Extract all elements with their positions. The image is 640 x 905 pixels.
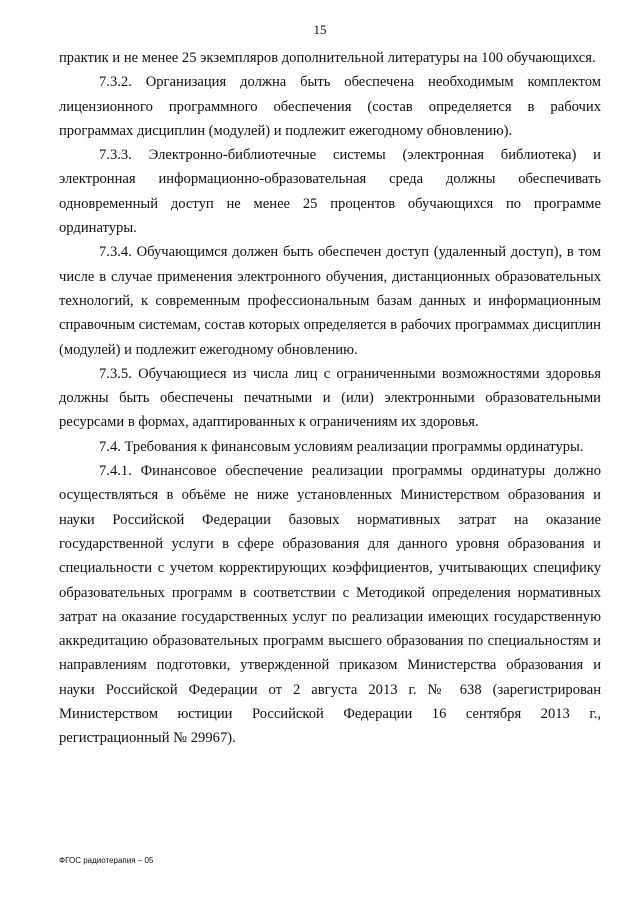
heading-7-4: 7.4. Требования к финансовым условиям реализации программы ординатуры. bbox=[99, 438, 584, 455]
paragraph-7-4-1: 7.4.1. Финансовое обеспечение реализации программы ординатуры должно осуществляться в объёме не ниже установленных Министерством образования и науки Российской Федерации базовых нормативных затрат на оказание государственной услуги в сфере образования для данного уровня образования и специальности с учетом корректирующих коэффициентов, учитывающих специфику образовательных программ в соответствии с Методикой определения нормативных затрат на оказание государственных услуг по реализации имеющих государственную аккредитацию образовательных программ высшего образования по специальностям и направлениям подготовки, утвержденной приказом Министерства образования и науки Российской Федерации от 2 августа 2013 г. № 638 (зарегистрирован Министерством юстиции Российской Федерации 16 сентября 2013 г., регистрационный № 29967). bbox=[59, 463, 601, 747]
paragraph-7-3-3: 7.3.3. Электронно-библиотечные системы (электронная библиотека) и электронная информационно-образовательная среда должны обеспечивать одновременный доступ не менее 25 процентов обучающихся по программе ординатуры. bbox=[59, 147, 601, 237]
document-body bbox=[59, 46, 601, 751]
paragraph-7-3-5: 7.3.5. Обучающиеся из числа лиц с ограниченными возможностями здоровья должны быть обеспечены печатными и (или) электронными образовательными ресурсами в формах, адаптированных к ограничениям их здоровья. bbox=[59, 365, 601, 431]
paragraph-7-3-4: 7.3.4. Обучающимся должен быть обеспечен доступ (удаленный доступ), в том числе в случае применения электронного обучения, дистанционных образовательных технологий, к современным профессиональным базам данных и информационным справочным системам, состав которых определяется в рабочих программах дисциплин (модулей) и подлежит ежегодному обновлению. bbox=[59, 244, 601, 358]
paragraph-continuation: практик и не менее 25 экземпляров дополнительной литературы на 100 обучающихся. bbox=[59, 50, 596, 66]
page-number: 15 bbox=[313, 22, 327, 37]
paragraph-7-3-2: 7.3.2. Организация должна быть обеспечена необходимым комплектом лицензионного программного обеспечения (состав определяется в рабочих программах дисциплин (модулей) и подлежит ежегодному обновлению). bbox=[59, 74, 601, 139]
footer-label: ФГОС радиотерапия – 05 bbox=[59, 856, 154, 865]
